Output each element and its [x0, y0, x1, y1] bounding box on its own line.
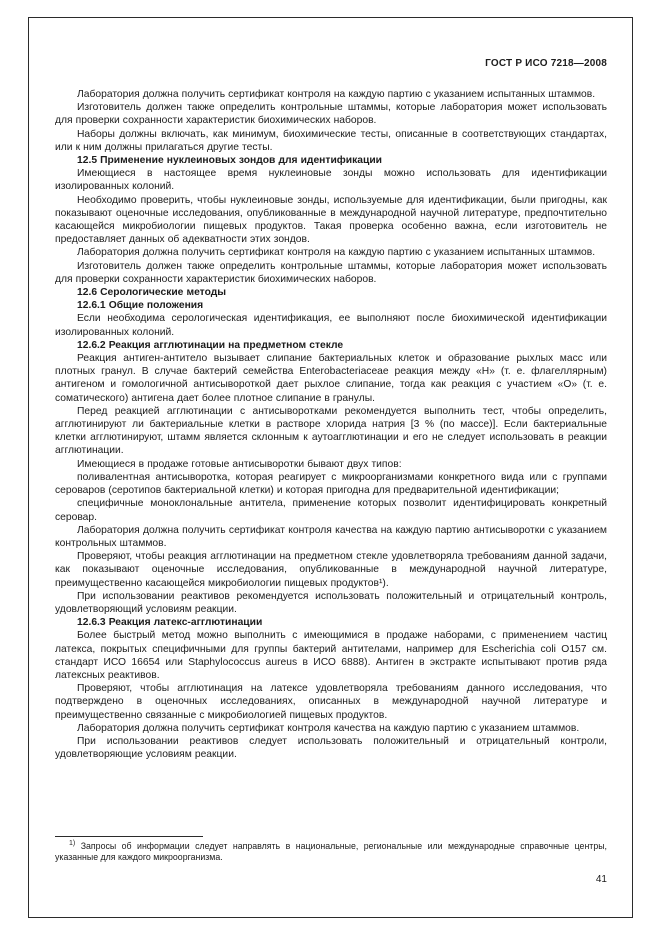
body-paragraph: При использовании реактивов следует использовать положительный и отрицательный контроли, удовлетворяющие условиям реакции. — [55, 735, 607, 761]
body-paragraph: поливалентная антисыворотка, которая реагирует с микроорганизмами конкретного вида или с группами сероваров (серотипов бактериальной клетки) и которая пригодна для предварительной идентификации; — [55, 471, 607, 497]
body-paragraph: Проверяют, чтобы агглютинация на латексе удовлетворяла требованиям данного исследования, что подтверждено в оценочных исследованиях, описанных в международной научной литературе и преимущественно связанные с микробиологией пищевых продуктов. — [55, 683, 607, 721]
footnote — [55, 841, 607, 863]
footnote-divider — [55, 836, 203, 837]
document-body — [55, 88, 607, 761]
body-paragraph: Имеющиеся в настоящее время нуклеиновые зонды можно использовать для идентификации изолированных колоний. — [55, 168, 607, 193]
footnote-area — [55, 836, 607, 863]
body-paragraph: Лаборатория должна получить сертификат контроля на каждую партию с указанием испытанных штаммов. — [77, 247, 596, 259]
body-paragraph: Изготовитель должен также определить контрольные штаммы, которые лаборатория может использовать для проверки сохранности характеристик биохимических наборов. — [55, 102, 607, 127]
body-paragraph: Имеющиеся в продаже готовые антисыворотки бывают двух типов: — [77, 458, 402, 470]
section-heading: 12.6.3 Реакция латекс-агглютинации — [77, 617, 263, 629]
page-number: 41 — [595, 874, 607, 885]
body-paragraph: Необходимо проверить, чтобы нуклеиновые зонды, используемые для идентификации, были пригодны, как показывают оценочные исследования, опубликованные в международной научной литературе, предпочтительно касающейся микробиологии пищевых продуктов. Такая проверка особенно важна, если изготовитель не предоставляет данных об адекватности этих зондов. — [55, 194, 607, 246]
body-paragraph: Более быстрый метод можно выполнить с имеющимися в продаже наборами, с применением частиц латекса, покрытых специфичными для группы бактерий антителами, например для Escherichia coli О157 см. стандарт ИСО 16654 или Staphylococcus aureus в ИСО 6888). Антиген в экстракте испытывают против ряда латексных реактивов. — [55, 630, 607, 681]
section-heading: 12.6 Серологические методы — [77, 287, 227, 299]
footnote-marker: 1) — [69, 840, 76, 848]
body-paragraph: Если необходима серологическая идентификация, ее выполняют после биохимической идентификации изолированных колоний. — [55, 313, 607, 338]
body-paragraph: Проверяют, чтобы реакция агглютинации на предметном стекле удовлетворяла требованиям данной задачи, как показывают оценочные исследования, опубликованные в международной научной литературе, преимущественно касающейся микробиологии пищевых продуктов¹). — [55, 551, 607, 589]
section-heading: 12.6.2 Реакция агглютинации на предметном стекле — [77, 339, 344, 351]
body-paragraph: Перед реакцией агглютинации с антисыворотками рекомендуется выполнить тест, чтобы определить, агглютинируют ли бактериальные клетки в растворе хлорида натрия [3 % (по массе)]. Если бактериальные клетки агглютинируют, штамм является склонным к аутоагглютинации и его не следует использовать в реакции агглютинации. — [55, 405, 607, 457]
body-paragraph: Реакция антиген-антитело вызывает слипание бактериальных клеток и образование рыхлых масс или плотных гранул. В случае бактерий семейства Enterobacteriaceae реакция между «Н» (т. е. флагеллярным) антигеном и гомологичной антисывороткой дает рыхлое слипание, тогда как реакция с участием «О» (т. е. соматического) антигена дает более плотное слипание в гранулы. — [55, 353, 607, 404]
body-paragraph: специфичные моноклональные антитела, применение которых позволит идентифицировать конкретный серовар. — [55, 498, 607, 523]
section-heading: 12.6.1 Общие положения — [77, 300, 204, 312]
footnote-text: Запросы об информации следует направлять в национальные, региональные или международные справочные центры, указанные для каждого микроорганизма. — [55, 841, 607, 862]
body-paragraph: Изготовитель должен также определить контрольные штаммы, которые лаборатория может использовать для проверки сохранности характеристик биохимических наборов. — [55, 260, 607, 285]
body-paragraph: Лаборатория должна получить сертификат контроля качества на каждую партию антисыворотки с указанием контрольных штаммов. — [55, 524, 607, 549]
body-paragraph: При использовании реактивов рекомендуется использовать положительный и отрицательный контроль, удовлетворяющий условиям реакции. — [55, 590, 607, 615]
body-paragraph: Лаборатория должна получить сертификат контроля качества на каждую партию с указанием штаммов. — [77, 722, 580, 734]
document-code-header: ГОСТ Р ИСО 7218—2008 — [485, 58, 607, 69]
section-heading: 12.5 Применение нуклеиновых зондов для идентификации — [77, 155, 382, 167]
body-paragraph: Наборы должны включать, как минимум, биохимические тесты, описанные в соответствующих стандартах, или к ним должны прилагаться другие тесты. — [55, 128, 607, 153]
body-paragraph: Лаборатория должна получить сертификат контроля на каждую партию с указанием испытанных штаммов. — [77, 89, 596, 100]
